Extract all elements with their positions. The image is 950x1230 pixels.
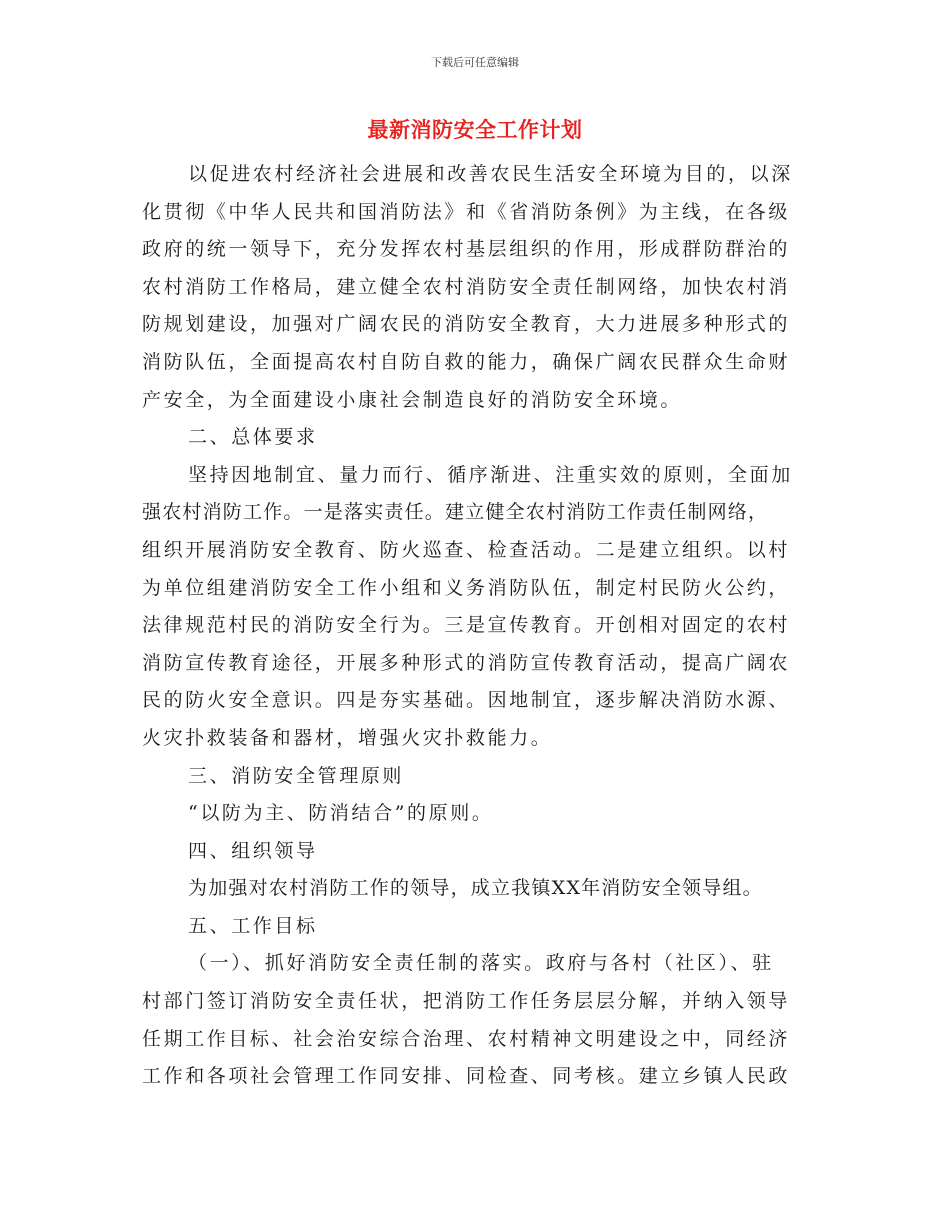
body-line: 任期工作目标、社会治安综合治理、农村精神文明建设之中，同经济 bbox=[142, 1027, 791, 1050]
body-line: 强农村消防工作。一是落实责任。建立健全农村消防工作责任制网络， bbox=[142, 501, 769, 524]
body-line: 以促进农村经济社会进展和改善农民生活安全环境为目的，以深 bbox=[188, 163, 793, 185]
body-line: 法律规范村民的消防安全行为。三是宣传教育。开创相对固定的农村 bbox=[142, 614, 791, 637]
body-line: 为加强对农村消防工作的领导，成立我镇XX年消防安全领导组。 bbox=[188, 877, 763, 900]
body-line: 工作和各项社会管理工作同安排、同检查、同考核。建立乡镇人民政 bbox=[142, 1065, 791, 1088]
body-line: 防规划建设，加强对广阔农民的消防安全教育，大力进展多种形式的 bbox=[142, 313, 791, 336]
body-line: 为单位组建消防安全工作小组和义务消防队伍，制定村民防火公约， bbox=[142, 576, 791, 599]
body-line: 组织开展消防安全教育、防火巡查、检查活动。二是建立组织。以村 bbox=[142, 538, 791, 561]
header-note: 下载后可任意编辑 bbox=[431, 56, 519, 69]
body-line: 化贯彻《中华人民共和国消防法》和《省消防条例》为主线，在各级 bbox=[142, 200, 791, 223]
body-line: 坚持因地制宜、量力而行、循序渐进、注重实效的原则，全面加 bbox=[188, 463, 793, 486]
body-line: 火灾扑救装备和器材，增强火灾扑救能力。 bbox=[142, 726, 553, 749]
body-line: 村部门签订消防安全责任状，把消防工作任务层层分解，并纳入领导 bbox=[142, 990, 791, 1013]
document-body bbox=[142, 156, 810, 1096]
body-line: 产安全，为全面建设小康社会制造良好的消防安全环境。 bbox=[142, 388, 683, 411]
body-line: “以防为主、防消结合”的原则。 bbox=[188, 802, 494, 825]
section-heading: 三、消防安全管理原则 bbox=[188, 764, 405, 787]
body-line: 农村消防工作格局，建立健全农村消防安全责任制网络，加快农村消 bbox=[142, 275, 791, 298]
section-heading: 四、组织领导 bbox=[188, 839, 318, 862]
body-line: 政府的统一领导下，充分发挥农村基层组织的作用，形成群防群治的 bbox=[142, 238, 791, 261]
section-heading: 二、总体要求 bbox=[188, 426, 318, 449]
body-line: 民的防火安全意识。四是夯实基础。因地制宜，逐步解决消防水源、 bbox=[142, 689, 791, 712]
body-line: （一）、抓好消防安全责任制的落实。政府与各村（社区）、驻 bbox=[188, 952, 774, 975]
document-title: 最新消防安全工作计划 bbox=[367, 118, 583, 142]
section-heading: 五、工作目标 bbox=[188, 914, 318, 937]
body-line: 消防宣传教育途径，开展多种形式的消防宣传教育活动，提高广阔农 bbox=[142, 651, 791, 674]
body-line: 消防队伍，全面提高农村自防自救的能力，确保广阔农民群众生命财 bbox=[142, 350, 791, 373]
